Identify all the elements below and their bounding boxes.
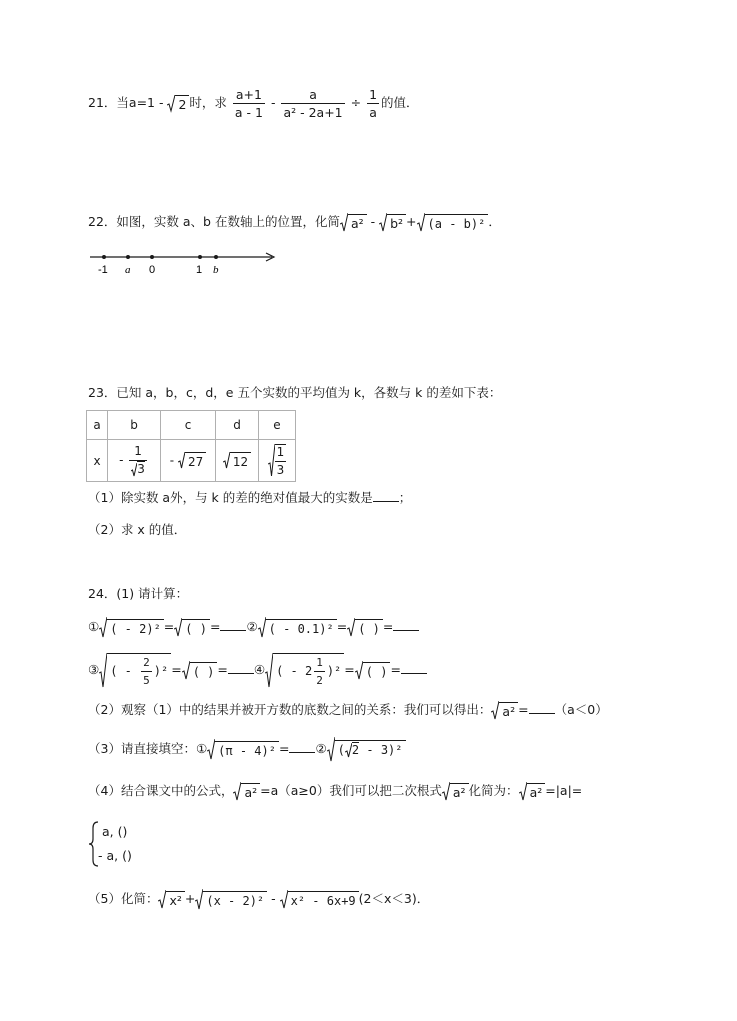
q21-div: ÷ <box>350 95 366 110</box>
number-line <box>88 248 278 280</box>
q21-cond: a=1 - <box>128 95 168 110</box>
q21-fraction-2: $\frac{a}{\text{a² - 2a+1}}$ <box>283 87 343 120</box>
table-cell-c: - 27 <box>161 440 216 482</box>
q21-mid: 时，求 <box>189 95 227 110</box>
answer-blank[interactable] <box>529 701 555 714</box>
radicand: ( - 2)² <box>107 619 164 637</box>
radicand: ( - $\frac{2}{5}$ )² <box>107 653 171 688</box>
answer-blank[interactable] <box>401 661 427 674</box>
table-cell-b: - $\frac{1}{3}$ <box>108 440 161 482</box>
point-1 <box>198 255 202 259</box>
point-a <box>126 255 130 259</box>
answer-blank[interactable] <box>220 618 246 631</box>
sqrt-symbol <box>340 211 348 235</box>
q21-tail: 的值． <box>381 95 419 110</box>
table-header-e: e <box>259 411 296 440</box>
sqrt-symbol <box>417 211 425 235</box>
question-22 <box>88 210 501 234</box>
case-2: - a, () <box>98 848 132 863</box>
answer-blank[interactable] <box>228 661 254 674</box>
answer-blank[interactable] <box>289 740 315 753</box>
point-b <box>214 255 218 259</box>
table-row <box>87 411 296 440</box>
q24-part3: （3）请直接填空：① (π - 4)² = ② ( 2 - 3)² <box>88 734 406 764</box>
q22-radicand-1: a² <box>348 214 367 232</box>
radicand: ( - 2 $\frac{1}{2}$ )² <box>273 653 344 688</box>
answer-radicand[interactable]: ( ) <box>363 662 391 680</box>
axis-label-neg1: -1 <box>98 264 108 276</box>
table-row-label: x <box>87 440 108 482</box>
table-header-c: c <box>161 411 216 440</box>
axis-label-a: a <box>125 264 131 276</box>
table-header-d: d <box>216 411 259 440</box>
q24-row-2: ③ ( - $\frac{2}{5}$ )² = ( ) = ④ ( - 2 $\frac{1}{2}$ )² = ( ) = <box>88 650 427 690</box>
circled-4: ④ <box>253 662 266 677</box>
q21-fraction-1: $\frac{a+1}{a - 1}$ <box>234 87 263 120</box>
sqrt-symbol <box>379 211 387 235</box>
answer-radicand[interactable]: ( ) <box>190 662 218 680</box>
q22-plus: + <box>406 214 417 229</box>
table-header-a: a <box>87 411 108 440</box>
q24-title: 24．(1) 请计算： <box>88 586 189 601</box>
table-header-b: b <box>108 411 161 440</box>
axis-label-0: 0 <box>149 264 156 276</box>
table-row <box>87 440 296 482</box>
q23-part2: （2）求 x 的值． <box>88 522 187 537</box>
question-21 <box>88 86 419 120</box>
difference-table <box>86 410 296 482</box>
radicand: ( - 0.1)² <box>266 619 337 637</box>
q21-label: 21．当 <box>88 95 129 110</box>
sqrt-symbol <box>167 87 175 121</box>
point-0 <box>150 255 154 259</box>
answer-blank[interactable] <box>393 618 419 631</box>
q24-part5: （5）化简： x² + (x - 2)² - x² - 6x+9 (2＜x＜3)． <box>88 891 430 908</box>
answer-radicand[interactable]: ( ) <box>355 619 383 637</box>
point-neg1 <box>102 255 106 259</box>
circled-1: ① <box>88 619 100 634</box>
answer-blank[interactable] <box>373 489 399 502</box>
q21-fraction-3: $\frac{1}{a}$ <box>369 87 378 120</box>
q22-radicand-2: b² <box>387 214 406 232</box>
q22-radicand-3: (a - b)² <box>425 214 489 232</box>
answer-radicand[interactable]: ( ) <box>182 619 210 637</box>
q21-cond-radicand: 2 <box>175 95 189 113</box>
q21-minus: - <box>270 95 280 110</box>
question-23: 23．已知 a，b，c，d，e 五个实数的平均值为 k，各数与 k 的差如下表： <box>88 385 502 400</box>
circled-3: ③ <box>88 662 100 677</box>
table-cell-e: $\frac{1}{3}$ <box>259 440 296 482</box>
q22-end: ． <box>488 214 501 229</box>
q22-text: 22．如图，实数 a、b 在数轴上的位置，化简 <box>88 214 340 229</box>
q24-row-1: ① ( - 2)² = ( ) = ② ( - 0.1)² = ( ) = <box>88 614 419 640</box>
q23-part1: （1）除实数 a外，与 k 的差的绝对值最大的实数是 ； <box>88 490 412 505</box>
table-cell-d: 12 <box>216 440 259 482</box>
q24-part2: （2）观察（1）中的结果并被开方数的底数之间的关系：我们可以得出： a² = （a＜0） <box>88 702 608 719</box>
q22-minus: - <box>366 214 380 229</box>
case-1: a, () <box>102 824 128 839</box>
axis-label-b: b <box>213 264 219 276</box>
q24-part4: （4）结合课文中的公式， a² =a（a≥0）我们可以把二次根式 a² 化简为： a² =|a|= <box>88 783 583 800</box>
circled-2: ② <box>246 619 258 634</box>
axis-label-1: 1 <box>196 264 203 276</box>
